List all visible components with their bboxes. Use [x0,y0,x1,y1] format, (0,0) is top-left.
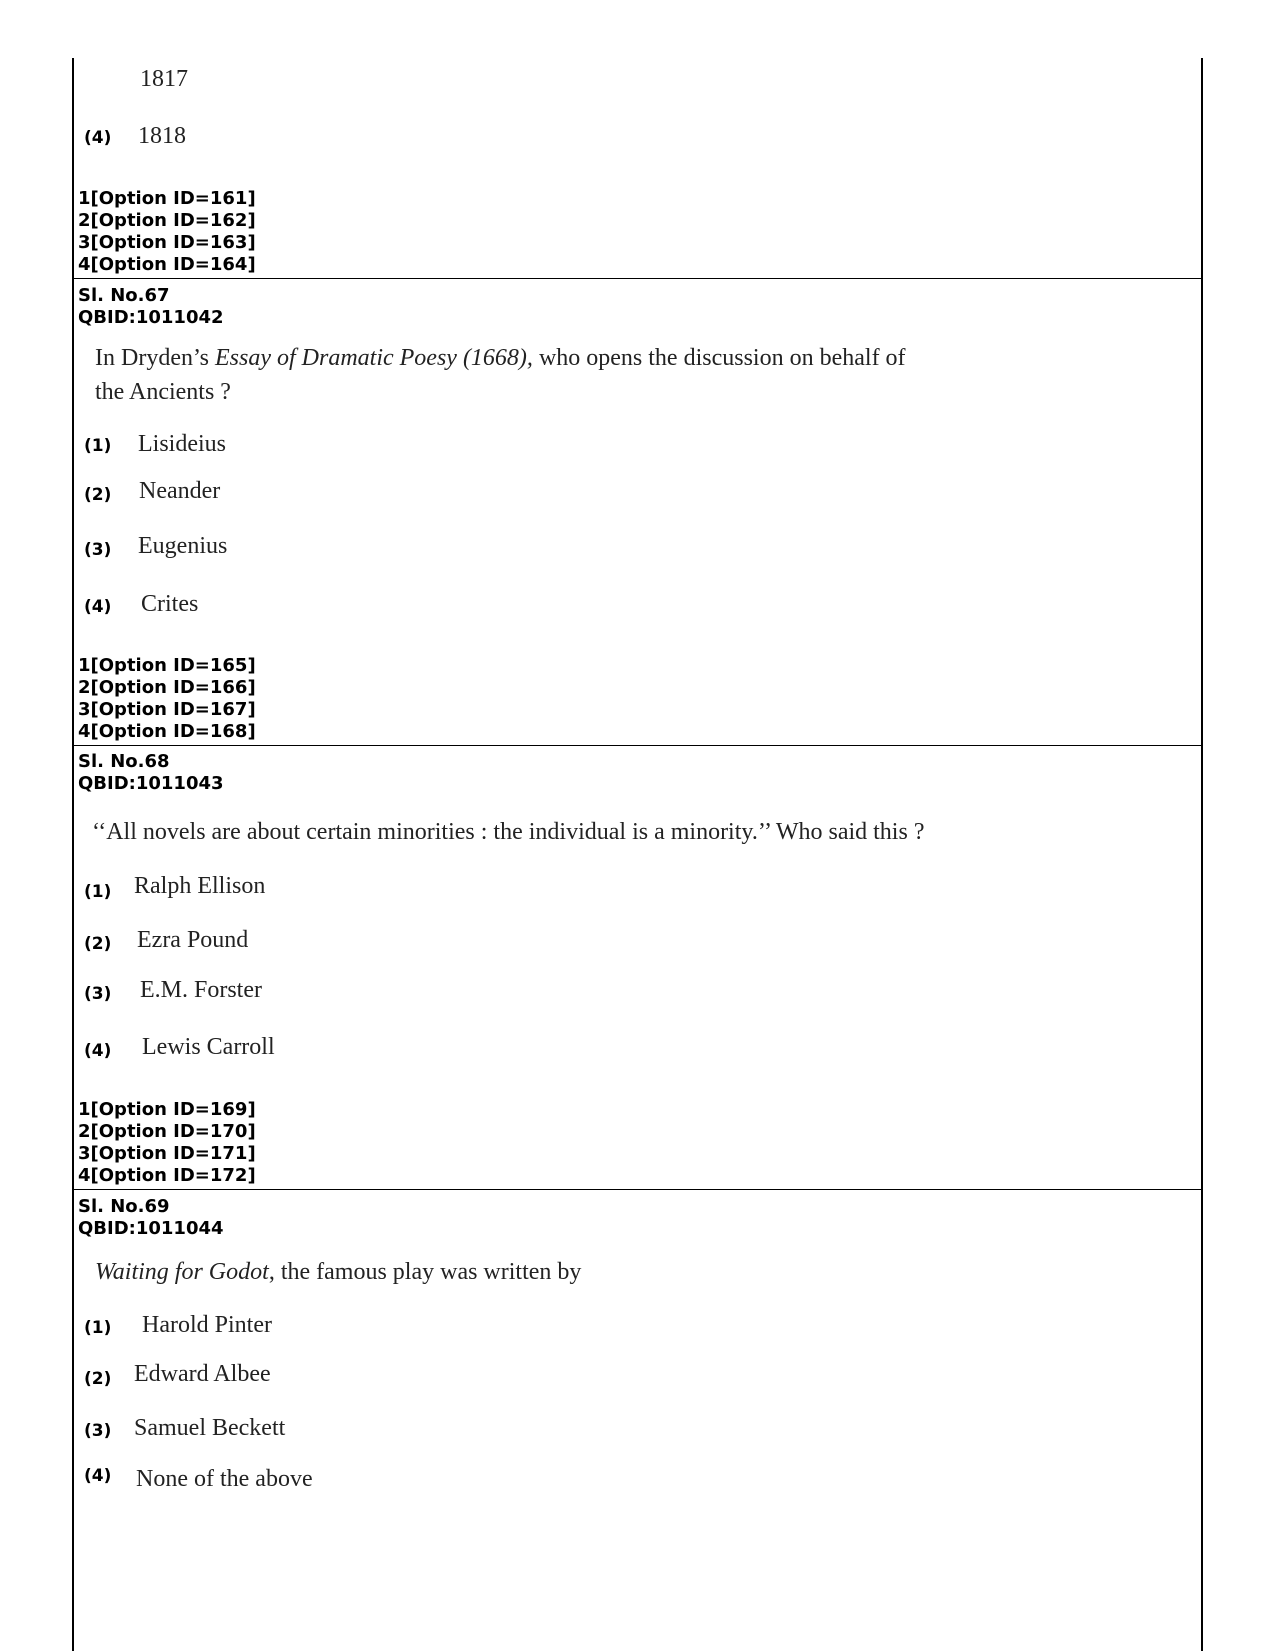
question-paper-page [72,58,1203,1651]
option-number: (2) [84,1369,112,1389]
option-number: (1) [84,436,112,456]
option-id: 1[Option ID=161] [78,188,256,209]
qbid: QBID:1011044 [78,1218,224,1239]
option-number: (4) [84,128,112,148]
option-number: (2) [84,485,112,505]
option-id: 3[Option ID=163] [78,232,256,253]
option-text: Crites [141,591,199,617]
option-text: Ezra Pound [137,927,249,953]
option-text: 1817 [140,66,188,92]
option-text: Ralph Ellison [134,873,266,899]
option-id: 4[Option ID=164] [78,254,256,275]
option-text: Edward Albee [134,1361,271,1387]
option-id-list [78,188,256,276]
option-id: 4[Option ID=168] [78,721,256,742]
question-text: In Dryden’s Essay of Dramatic Poesy (1668), who opens the discussion on behalf of the Ancients ? [95,345,906,405]
option-text: 1818 [138,123,186,149]
option-number: (3) [84,984,112,1004]
section-divider [74,278,1201,279]
option-number: (4) [84,1466,112,1486]
option-id: 1[Option ID=165] [78,655,256,676]
option-text: None of the above [136,1466,313,1492]
option-number: (3) [84,540,112,560]
option-id: 1[Option ID=169] [78,1099,256,1120]
option-text: Samuel Beckett [134,1415,286,1441]
option-text: E.M. Forster [140,977,262,1003]
option-id-list [78,1099,256,1187]
option-id: 3[Option ID=171] [78,1143,256,1164]
question-meta [78,285,224,329]
option-number: (1) [84,882,112,902]
option-text: Neander [139,478,221,504]
question-meta [78,751,224,795]
work-title: Waiting for Godot [95,1259,269,1285]
option-id: 2[Option ID=170] [78,1121,256,1142]
option-text: Lisideius [138,431,226,457]
option-text: Eugenius [138,533,228,559]
question-text: Waiting for Godot, the famous play was written by [95,1259,582,1285]
option-number: (1) [84,1318,112,1338]
option-id: 4[Option ID=172] [78,1165,256,1186]
option-id: 3[Option ID=167] [78,699,256,720]
option-text: Harold Pinter [142,1312,272,1338]
section-divider [74,1189,1201,1190]
section-divider [74,745,1201,746]
serial-number: Sl. No.69 [78,1196,170,1217]
option-id-list [78,655,256,743]
question-meta [78,1196,224,1240]
work-title: Essay of Dramatic Poesy (1668), [214,345,533,371]
serial-number: Sl. No.67 [78,285,170,306]
option-id: 2[Option ID=162] [78,210,256,231]
option-number: (3) [84,1421,112,1441]
option-text: Lewis Carroll [142,1034,275,1060]
question-text: ‘‘All novels are about certain minorities : the individual is a minority.’’ Who said this ? [92,819,925,845]
qbid: QBID:1011043 [78,773,224,794]
option-number: (4) [84,597,112,617]
qbid: QBID:1011042 [78,307,224,328]
option-id: 2[Option ID=166] [78,677,256,698]
serial-number: Sl. No.68 [78,751,170,772]
option-number: (2) [84,934,112,954]
option-number: (4) [84,1041,112,1061]
